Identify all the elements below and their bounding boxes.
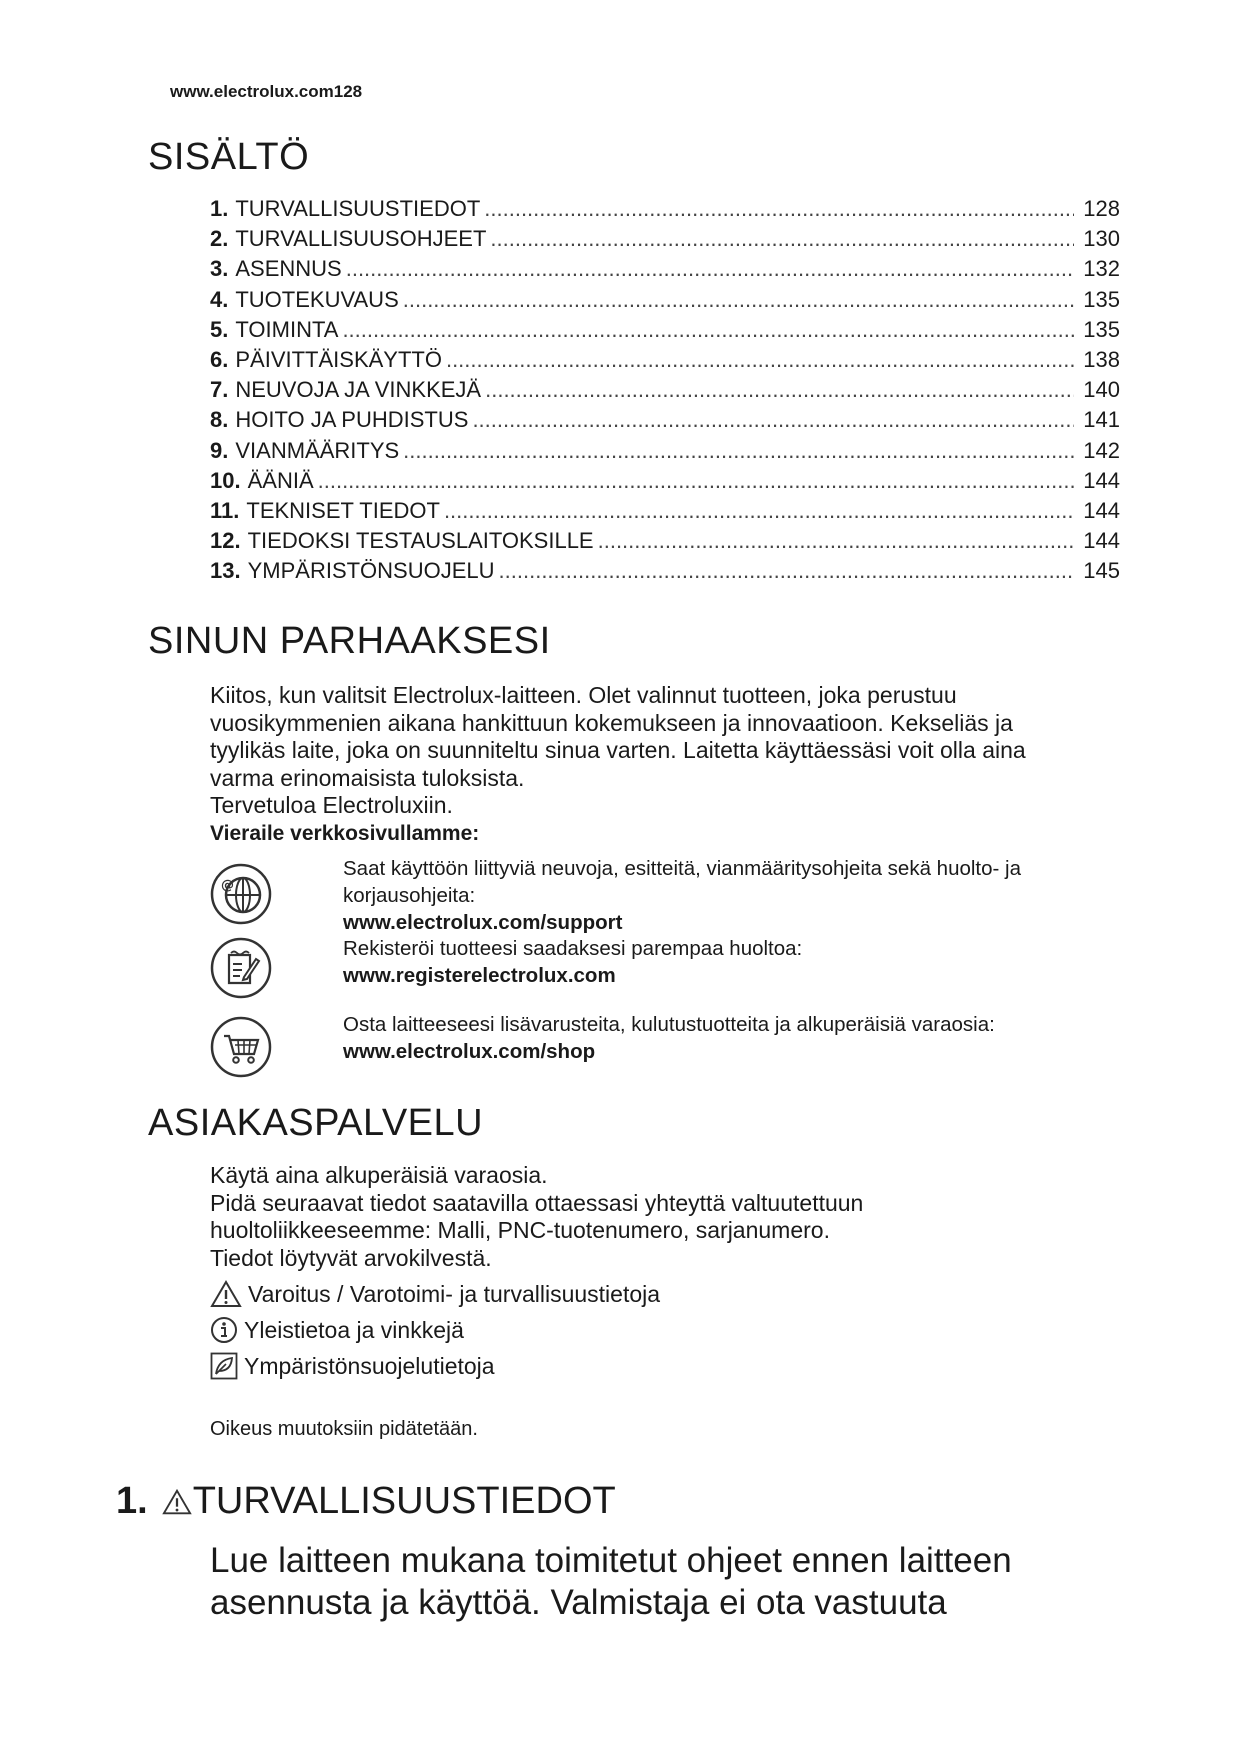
web-row-shop — [210, 1013, 1130, 1096]
shop-link[interactable]: www.electrolux.com/shop — [343, 1040, 596, 1063]
toc-num: 10. — [210, 467, 241, 493]
toc-label: TIEDOKSI TESTAUSLAITOKSILLE — [247, 528, 594, 554]
header-url-page[interactable]: www.electrolux.com128 — [170, 82, 363, 101]
register-icon — [210, 937, 272, 999]
toc-leader — [485, 377, 1074, 403]
toc-leader — [446, 347, 1074, 373]
legend-label: Varoitus / Varotoimi- ja turvallisuustietoja — [248, 1280, 661, 1307]
toc-leader — [346, 256, 1074, 282]
service-title: ASIAKASPALVELU — [148, 1102, 484, 1144]
legend-label: Yleistietoa ja vinkkejä — [244, 1316, 464, 1343]
toc-leader — [403, 287, 1074, 313]
toc-page: 142 — [1083, 437, 1120, 463]
toc-item-1[interactable] — [210, 196, 1120, 226]
toc-label: TURVALLISUUSTIEDOT — [235, 196, 481, 221]
info-icon — [210, 1316, 238, 1344]
toc-leader — [403, 438, 1074, 464]
toc-item-11[interactable] — [210, 498, 1120, 528]
toc-label: ÄÄNIÄ — [247, 467, 314, 493]
toc-num: 8. — [210, 407, 229, 433]
toc-num: 4. — [210, 286, 229, 312]
toc-page: 138 — [1083, 346, 1120, 372]
toc-page: 132 — [1083, 256, 1120, 282]
toc-leader — [342, 317, 1074, 343]
toc-label: YMPÄRISTÖNSUOJELU — [247, 558, 495, 584]
best-paragraph — [210, 682, 1130, 847]
section-number: 1. — [116, 1480, 148, 1522]
toc-num: 9. — [210, 437, 229, 463]
intro-line: asennusta ja käyttöä. Valmistaja ei ota vastuuta — [210, 1583, 947, 1622]
toc-label: ASENNUS — [235, 256, 342, 282]
register-link[interactable]: www.registerelectrolux.com — [343, 964, 616, 987]
toc-label: HOITO JA PUHDISTUS — [235, 407, 469, 433]
toc-item-12[interactable] — [210, 528, 1120, 558]
toc-label: TEKNISET TIEDOT — [246, 497, 440, 523]
toc-label: TUOTEKUVAUS — [235, 286, 399, 312]
visit-label: Vieraile verkkosivullamme: — [210, 821, 480, 845]
toc-item-2[interactable] — [210, 226, 1120, 256]
section-1-heading — [116, 1480, 616, 1523]
paragraph-line: vuosikymmenien aikana hankittuun kokemukseen ja innovaatioon. Kekseliäs ja — [210, 709, 1013, 736]
warning-icon — [210, 1280, 242, 1308]
toc-leader — [499, 558, 1074, 584]
toc-item-10[interactable] — [210, 468, 1120, 498]
best-title: SINUN PARHAAKSESI — [148, 620, 551, 662]
toc-num: 2. — [210, 226, 229, 252]
paragraph-line: varma erinomaisista tuloksista. — [210, 764, 525, 791]
toc-page: 144 — [1083, 528, 1120, 554]
warning-icon — [162, 1488, 192, 1516]
paragraph-line: Tervetuloa Electroluxiin. — [210, 792, 453, 818]
paragraph-line: tyylikäs laite, joka on suunniteltu sinua varten. Laitetta käyttäessäsi voit olla aina — [210, 737, 1026, 763]
toc-num: 6. — [210, 346, 229, 372]
toc-leader — [318, 468, 1074, 494]
toc-leader — [490, 226, 1074, 252]
paragraph-line: Käytä aina alkuperäisiä varaosia. — [210, 1162, 548, 1188]
toc-num: 12. — [210, 528, 241, 554]
table-of-contents — [210, 196, 1120, 588]
toc-leader — [472, 407, 1074, 433]
toc-page: 130 — [1083, 226, 1120, 252]
toc-page: 141 — [1083, 407, 1120, 433]
section-title: TURVALLISUUSTIEDOT — [192, 1480, 616, 1522]
toc-item-6[interactable] — [210, 347, 1120, 377]
web-line: korjausohjeita: — [343, 884, 476, 907]
toc-leader — [598, 528, 1074, 554]
toc-item-9[interactable] — [210, 438, 1120, 468]
legend-environment — [210, 1352, 495, 1380]
rights-note: Oikeus muutoksiin pidätetään. — [210, 1418, 478, 1440]
section-1-intro — [210, 1540, 1150, 1624]
paragraph-line: Tiedot löytyvät arvokilvestä. — [210, 1244, 492, 1271]
toc-num: 3. — [210, 256, 229, 282]
toc-label: PÄIVITTÄISKÄYTTÖ — [235, 346, 442, 372]
cart-icon — [210, 1016, 272, 1078]
toc-label: NEUVOJA JA VINKKEJÄ — [235, 377, 482, 403]
web-text — [343, 855, 1021, 936]
toc-page: 144 — [1083, 497, 1120, 523]
toc-leader — [484, 196, 1074, 222]
toc-page: 144 — [1083, 467, 1120, 493]
support-link[interactable]: www.electrolux.com/support — [343, 911, 623, 934]
toc-item-4[interactable] — [210, 287, 1120, 317]
web-line: Saat käyttöön liittyviä neuvoja, esitteitä, vianmääritysohjeita sekä huolto- ja — [343, 857, 1022, 880]
contents-title: SISÄLTÖ — [148, 136, 310, 178]
toc-num: 1. — [210, 196, 229, 221]
toc-item-13[interactable] — [210, 558, 1120, 588]
toc-leader — [444, 498, 1074, 524]
toc-page: 135 — [1083, 316, 1120, 342]
leaf-icon — [210, 1352, 238, 1380]
toc-num: 11. — [210, 497, 240, 523]
toc-num: 13. — [210, 558, 241, 584]
paragraph-line: Pidä seuraavat tiedot saatavilla ottaessasi yhteyttä valtuutettuun — [210, 1189, 864, 1216]
web-line: Osta laitteeseesi lisävarusteita, kulutustuotteita ja alkuperäisiä varaosia: — [343, 1013, 995, 1036]
toc-page: 135 — [1083, 286, 1120, 312]
web-text — [343, 1011, 995, 1065]
toc-label: VIANMÄÄRITYS — [235, 437, 400, 463]
toc-num: 7. — [210, 377, 229, 403]
legend-info — [210, 1316, 464, 1344]
web-line: Rekisteröi tuotteesi saadaksesi parempaa huoltoa: — [343, 937, 803, 960]
toc-page: 128 — [1083, 196, 1120, 221]
toc-item-7[interactable] — [210, 377, 1120, 407]
toc-num: 5. — [210, 316, 229, 342]
toc-page: 145 — [1083, 558, 1120, 584]
svg-text:@: @ — [221, 878, 234, 893]
paragraph-line: huoltoliikkeeseemme: Malli, PNC-tuotenumero, sarjanumero. — [210, 1217, 830, 1243]
web-row-support — [210, 855, 1130, 935]
toc-label: TOIMINTA — [235, 316, 339, 342]
globe-icon — [210, 863, 272, 925]
service-paragraph — [210, 1162, 1130, 1272]
web-text — [343, 935, 802, 989]
toc-label: TURVALLISUUSOHJEET — [235, 226, 487, 252]
toc-item-8[interactable] — [210, 407, 1120, 437]
web-row-register — [210, 937, 1130, 1017]
intro-line: Lue laitteen mukana toimitetut ohjeet ennen laitteen — [210, 1541, 1012, 1580]
toc-page: 140 — [1083, 377, 1120, 403]
toc-item-3[interactable] — [210, 256, 1120, 286]
legend-warning — [210, 1280, 660, 1308]
paragraph-line: Kiitos, kun valitsit Electrolux-laitteen. Olet valinnut tuotteen, joka perustuu — [210, 682, 957, 708]
legend-label: Ympäristönsuojelutietoja — [244, 1352, 495, 1379]
toc-item-5[interactable] — [210, 317, 1120, 347]
